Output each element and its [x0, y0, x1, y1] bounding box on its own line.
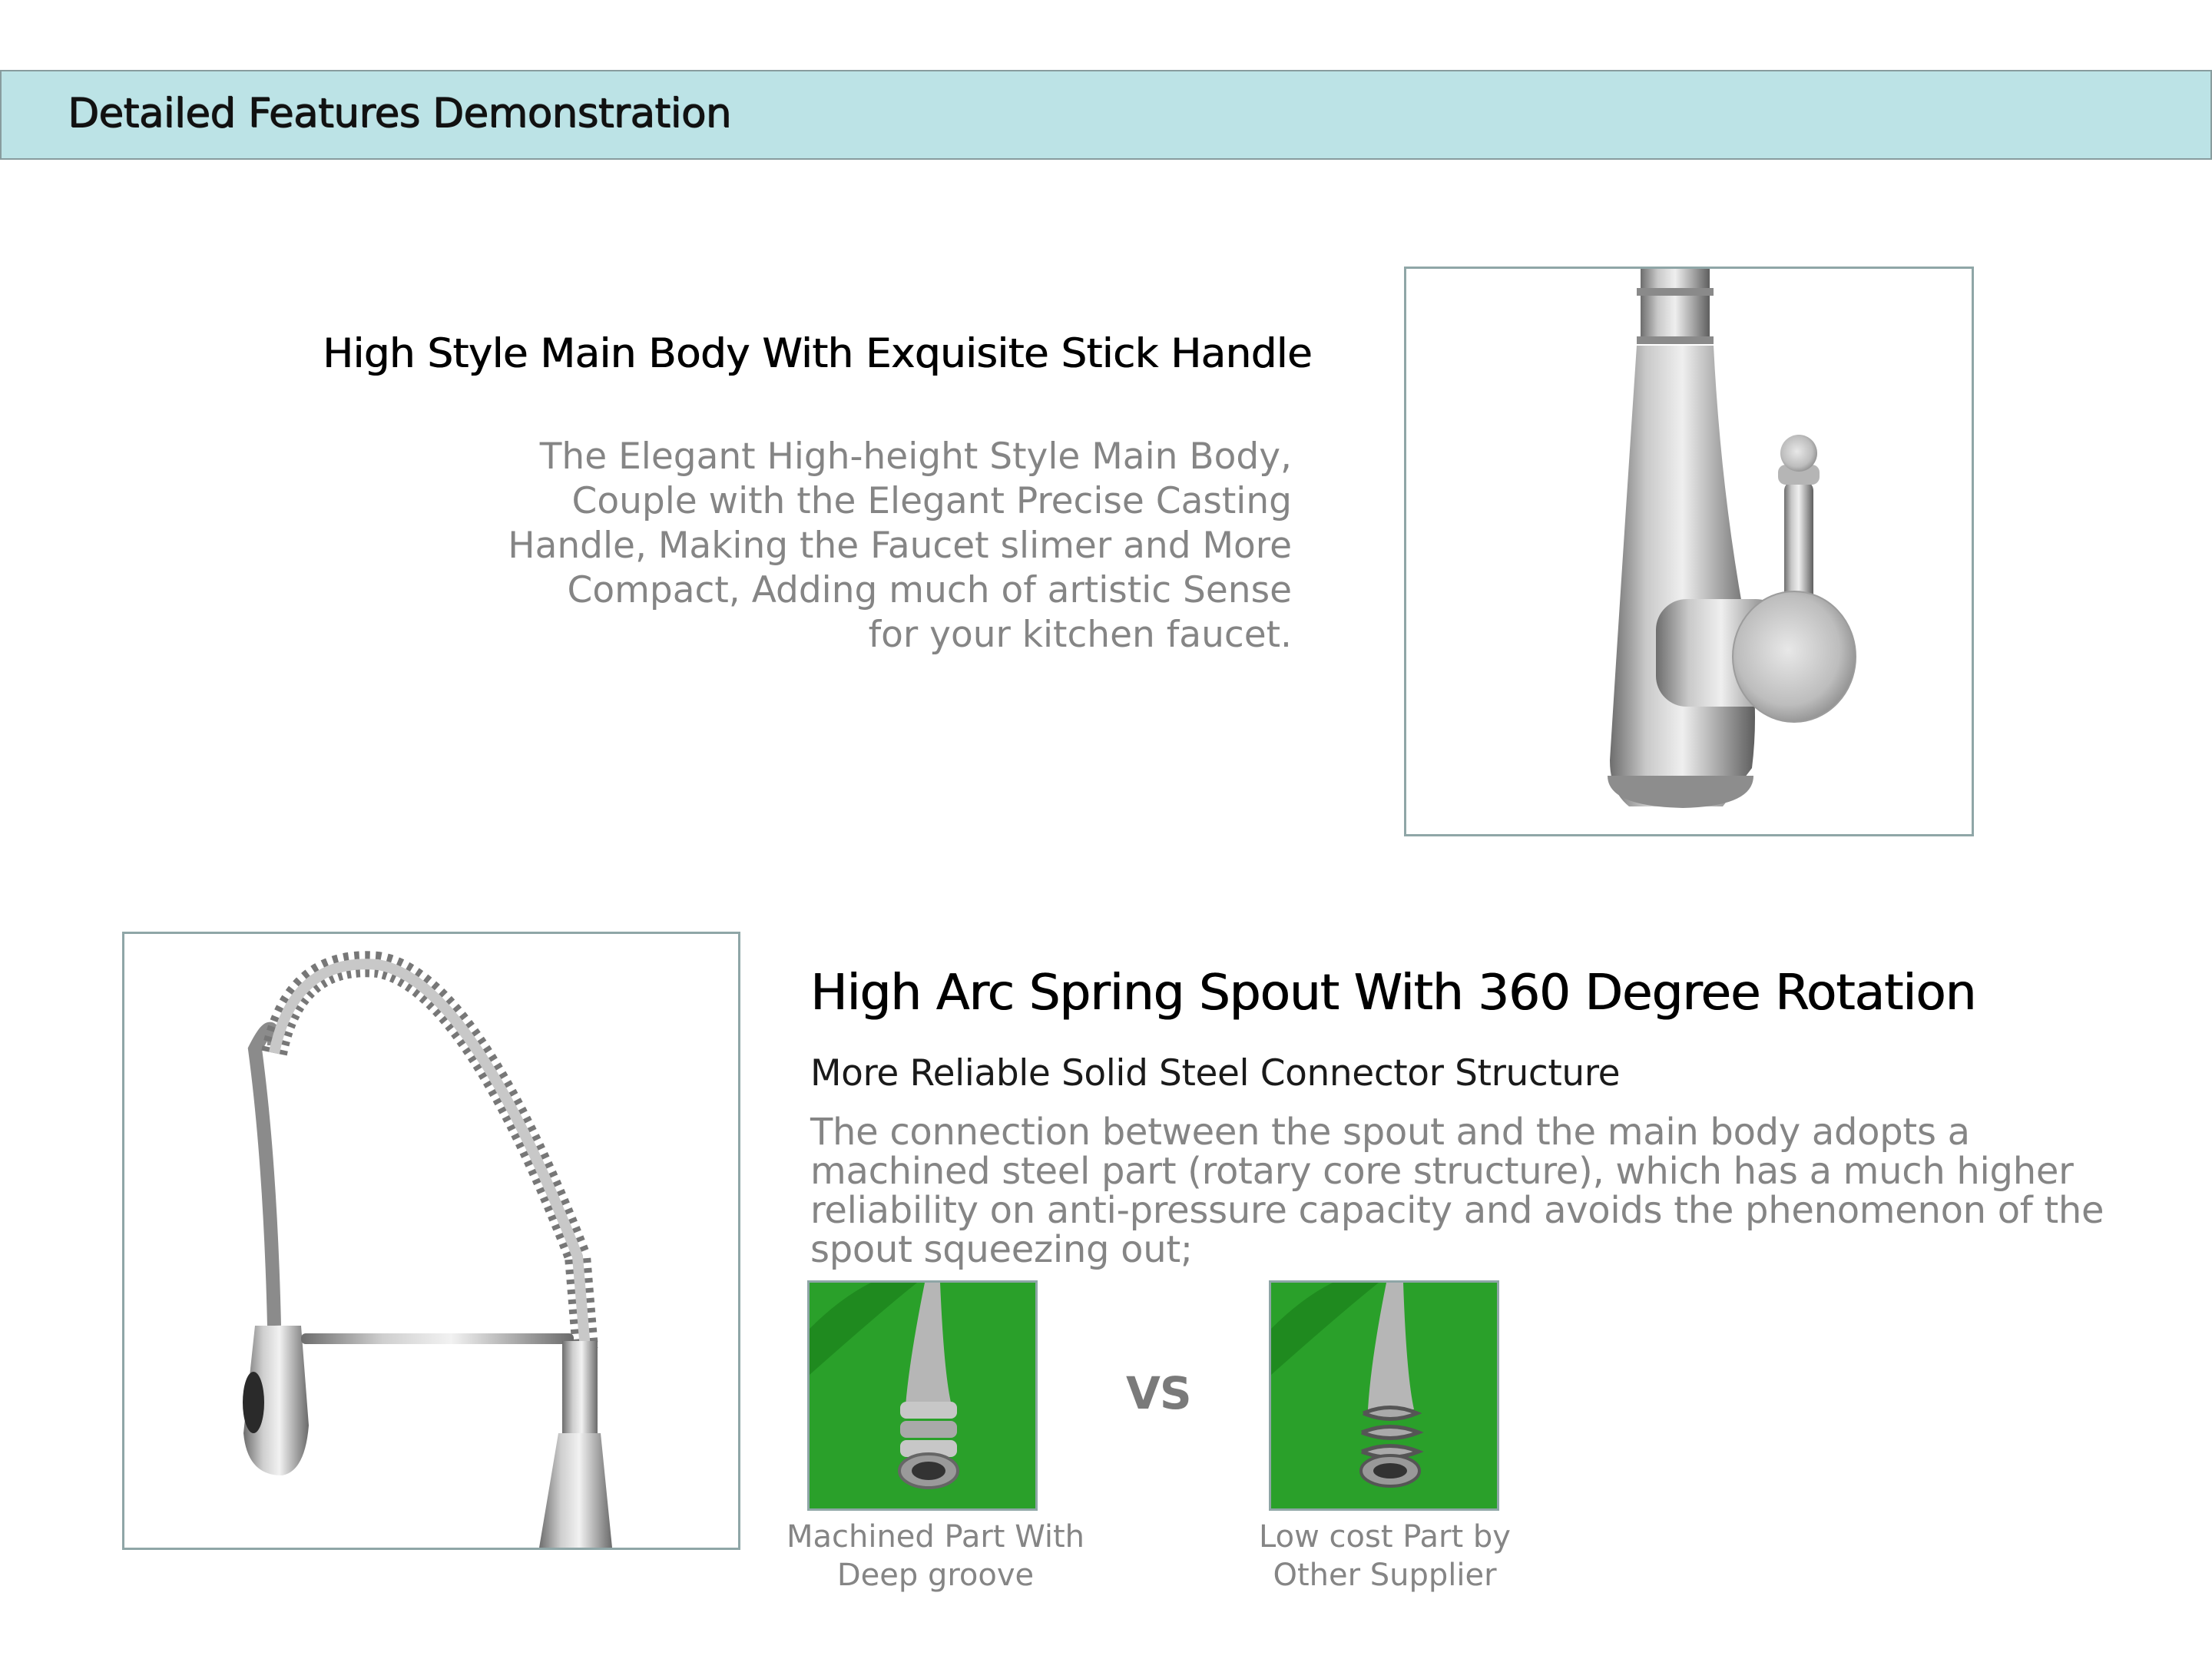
machined-part-caption: Machined Part With Deep groove — [786, 1519, 1085, 1593]
spring-spout-illustration — [124, 934, 738, 1548]
feature-handle-heading: High Style Main Body With Exquisite Stick Handle — [323, 330, 1312, 377]
section-title: Detailed Features Demonstration — [68, 90, 731, 137]
spring-spout-faucet-photo — [122, 932, 740, 1550]
feature-spout-subheading: More Reliable Solid Steel Connector Structure — [810, 1052, 1621, 1094]
versus-label: VS — [1126, 1367, 1191, 1419]
section-banner — [0, 70, 2212, 160]
low-cost-connector-illustration — [1271, 1283, 1497, 1508]
faucet-body-illustration — [1406, 269, 1972, 834]
feature-handle-description: The Elegant High-height Style Main Body, Couple with the Elegant Precise Casting Handle, Making the Faucet slimer and More Compact, Adding much of artistic Sense for your kitchen faucet. — [508, 435, 1292, 656]
machined-connector-illustration — [810, 1283, 1035, 1508]
feature-spout-description: The connection between the spout and the main body adopts a machined steel part (rotary core structure), which has a much higher reliability on anti-pressure capacity and avoids the phenomenon of the spout squeezing out; — [810, 1111, 2104, 1271]
faucet-body-photo — [1404, 267, 1974, 836]
feature-spout-heading: High Arc Spring Spout With 360 Degree Rotation — [810, 965, 1976, 1022]
low-cost-part-caption: Low cost Part by Other Supplier — [1259, 1519, 1511, 1593]
low-cost-part-photo — [1269, 1280, 1499, 1511]
machined-part-photo — [807, 1280, 1038, 1511]
